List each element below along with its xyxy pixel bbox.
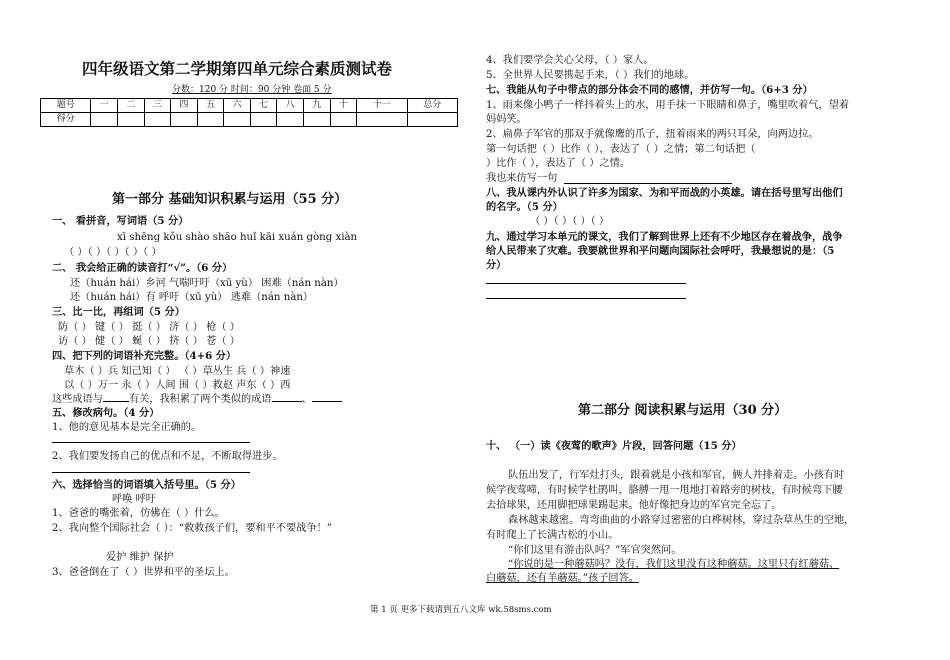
- part2-title: 第二部分 阅读积累与运用（30 分）: [578, 403, 788, 418]
- score-input-cell[interactable]: [330, 113, 357, 127]
- question-4-blank[interactable]: [312, 401, 342, 402]
- question-9-heading-3: 分）: [486, 259, 507, 271]
- score-table-cell: 四: [171, 99, 198, 113]
- score-input-cell[interactable]: [357, 113, 407, 127]
- question-4-text-a: 这些成语与: [52, 394, 103, 405]
- question-7-fill-1[interactable]: 第一句话把（ ）比作（ ），表达了（ ）之情；第二句话把（: [486, 144, 756, 155]
- question-1-blanks[interactable]: （ ）（ ）（ ）（ ）（ ）: [64, 247, 162, 258]
- question-4-text-c: 、: [301, 394, 312, 405]
- question-1-pinyin: xī shēng kǒu shào shāo huǐ kāi xuán gòng xiàn: [117, 232, 358, 243]
- question-4-heading: 四、把下列的词语补充完整。（4+6 分）: [52, 350, 237, 362]
- score-table-cell: 题号: [41, 99, 91, 113]
- passage-line: 去拾球果，还用脚把球果踢起来。他好像把身边的军官完全忘了。: [486, 500, 782, 511]
- answer-line[interactable]: [486, 283, 686, 284]
- score-table-cell: 三: [144, 99, 171, 113]
- passage-line-underlined: “你说的是一种蘑菇吗？没有，我们这里没有这种蘑菇。这里只有红蘑菇、: [508, 559, 840, 570]
- question-5-heading: 五、修改病句。（4 分）: [52, 407, 160, 419]
- score-input-cell[interactable]: [277, 113, 304, 127]
- answer-line[interactable]: [564, 183, 732, 184]
- passage-line: 有时爬上了长满古松的小山。: [486, 530, 619, 541]
- score-table-cell: 八: [277, 99, 304, 113]
- question-4-blank[interactable]: [272, 401, 302, 402]
- question-2-line-2[interactable]: 还（huán hái）有 呼吁（xū yù） 逃难（nán nàn）: [70, 292, 314, 303]
- passage-line-underlined: 白蘑菇，还有羊蘑菇。”孩子回答。: [486, 573, 639, 584]
- score-table-score-row: [41, 113, 458, 127]
- question-6-item-5[interactable]: 5、全世界人民要携起手来，（ ）我们的地球。: [486, 70, 695, 81]
- passage-line: 候学夜莺啼，有时候学杜鹃叫，胳膊一甩一甩地打着路旁的树枝，有时候弯下腰: [486, 485, 843, 496]
- score-table-cell: 总分: [407, 99, 458, 113]
- exam-subtitle: 分数：120 分 时间：90 分钟 卷面 5 分: [172, 85, 332, 95]
- question-9-heading-1: 九、通过学习本单元的课文，我们了解到世界上还有不少地区存在着战争，战争: [486, 231, 843, 243]
- question-7-fill-2[interactable]: ）比作（ ），表达了（ ）之情。: [486, 158, 631, 169]
- score-row-label: 得分: [41, 113, 91, 127]
- score-table-cell: 七: [250, 99, 277, 113]
- score-input-cell[interactable]: [171, 113, 198, 127]
- question-3-line-2[interactable]: 访（ ） 健（ ） 蜒（ ） 挤（ ） 苍（ ）: [58, 336, 240, 347]
- question-9-heading-2: 给人民带来了灾难。我要就世界和平问题向国际社会呼吁，我最想说的是：（5: [486, 245, 835, 257]
- passage-line: “你们这里有游击队吗？”军官突然问。: [508, 545, 682, 556]
- passage-line: 森林越来越密。弯弯曲曲的小路穿过密密的白桦树林，穿过杂草丛生的空地，: [508, 515, 855, 526]
- question-3-line-1[interactable]: 防（ ） 键（ ） 挺（ ） 济（ ） 枪（ ）: [58, 322, 240, 333]
- score-input-cell[interactable]: [250, 113, 277, 127]
- question-7-sentence-1b: 妈妈笑。: [486, 114, 527, 125]
- page-footer: 第 1 页 更多下载请到五八文库 wk.58sms.com: [370, 605, 552, 615]
- answer-line[interactable]: [52, 442, 250, 443]
- question-7-heading: 七、我能从句子中带点的部分体会不同的感情，并仿写一句。（6+3 分）: [486, 84, 813, 96]
- score-table-cell: 二: [118, 99, 145, 113]
- question-7-imitate-label: 我也来仿写一句: [486, 173, 558, 184]
- exam-title: 四年级语文第二学期第四单元综合素质测试卷: [82, 59, 393, 78]
- question-3-heading: 三、比一比，再组词（5 分）: [52, 306, 185, 318]
- question-4-blank[interactable]: [103, 401, 129, 402]
- question-8-heading-1: 八、我从课内外认识了许多为国家、为和平而战的小英雄。请在括号里写出他们: [486, 187, 843, 199]
- question-10-heading: 十、 （一）读《夜莺的歌声》片段，回答问题（15 分）: [486, 440, 742, 452]
- question-5-item-1: 1、他的意见基本是完全正确的。: [52, 422, 202, 433]
- question-6-word-bank-1: 呼唤 呼吁: [112, 494, 156, 505]
- score-table-cell: 一: [91, 99, 118, 113]
- score-input-cell[interactable]: [144, 113, 171, 127]
- question-8-heading-2: 的名字。（5 分）: [486, 201, 563, 213]
- question-7-sentence-1a: 1、雨来像小鸭子一样抖着头上的水，用手抹一下眼睛和鼻子，嘴里吹着气，望着: [486, 100, 850, 111]
- question-6-item-4[interactable]: 4、我们要学会关心父母，（ ）家人。: [486, 55, 654, 66]
- question-6-item-2[interactable]: 2、我向整个国际社会（ ）：“救救孩子们，要和平不要战争！”: [52, 523, 332, 534]
- passage-line: 队伍出发了，行军灶打头，跟着就是小孩和军官，俩人并排着走。小孩有时: [508, 470, 845, 481]
- score-input-cell[interactable]: [91, 113, 118, 127]
- question-4-line-3: [52, 393, 342, 406]
- question-8-blanks[interactable]: （ ）（ ）（ ）（ ）: [530, 216, 610, 227]
- question-4-line-1[interactable]: 草木（ ）兵 知己知（ ） （ ）草丛生 兵（ ）神速: [64, 366, 291, 377]
- score-table-cell: 六: [224, 99, 251, 113]
- score-input-cell[interactable]: [224, 113, 251, 127]
- answer-line[interactable]: [52, 472, 250, 473]
- question-1-heading: 一、 看拼音，写词语（5 分）: [52, 215, 189, 227]
- score-table-cell: 九: [303, 99, 330, 113]
- score-input-cell[interactable]: [118, 113, 145, 127]
- question-4-text-b: 有关，我积累了两个类似的成语: [128, 394, 272, 405]
- question-2-line-1[interactable]: 还（huán hái）乡河 气喘吁吁（xū yù） 困难（nán nàn）: [70, 278, 344, 289]
- question-4-line-2[interactable]: 以（ ）万一 永（ ）人间 围（ ）救赵 声东（ ）西: [64, 380, 291, 391]
- score-table: [40, 98, 458, 127]
- question-2-heading: 二、 我会给正确的读音打“√”。（6 分）: [52, 262, 233, 274]
- score-table-header-row: [41, 99, 458, 113]
- answer-line[interactable]: [486, 298, 686, 299]
- score-table-cell: 十一: [357, 99, 407, 113]
- score-input-cell[interactable]: [303, 113, 330, 127]
- part1-title: 第一部分 基础知识积累与运用（55 分）: [112, 192, 348, 207]
- score-table-cell: 五: [197, 99, 224, 113]
- question-6-heading: 六、选择恰当的词语填入括号里。（5 分）: [52, 479, 241, 491]
- question-7-sentence-2: 2、扁鼻子军官的那双手就像鹰的爪子，扭着雨来的两只耳朵，向两边拉。: [486, 129, 819, 140]
- score-input-cell[interactable]: [197, 113, 224, 127]
- question-6-word-bank-2: 爱护 维护 保护: [106, 552, 174, 563]
- score-table-cell: 十: [330, 99, 357, 113]
- score-input-cell[interactable]: [407, 113, 458, 127]
- question-6-item-3[interactable]: 3、爸爸倒在了（ ）世界和平的圣坛上。: [52, 567, 235, 578]
- question-5-item-2: 2、我们要发扬自己的优点和不足，不断取得进步。: [52, 451, 283, 462]
- question-6-item-1[interactable]: 1、爸爸的嘴张着，仿佛在（ ）什么。: [52, 508, 225, 519]
